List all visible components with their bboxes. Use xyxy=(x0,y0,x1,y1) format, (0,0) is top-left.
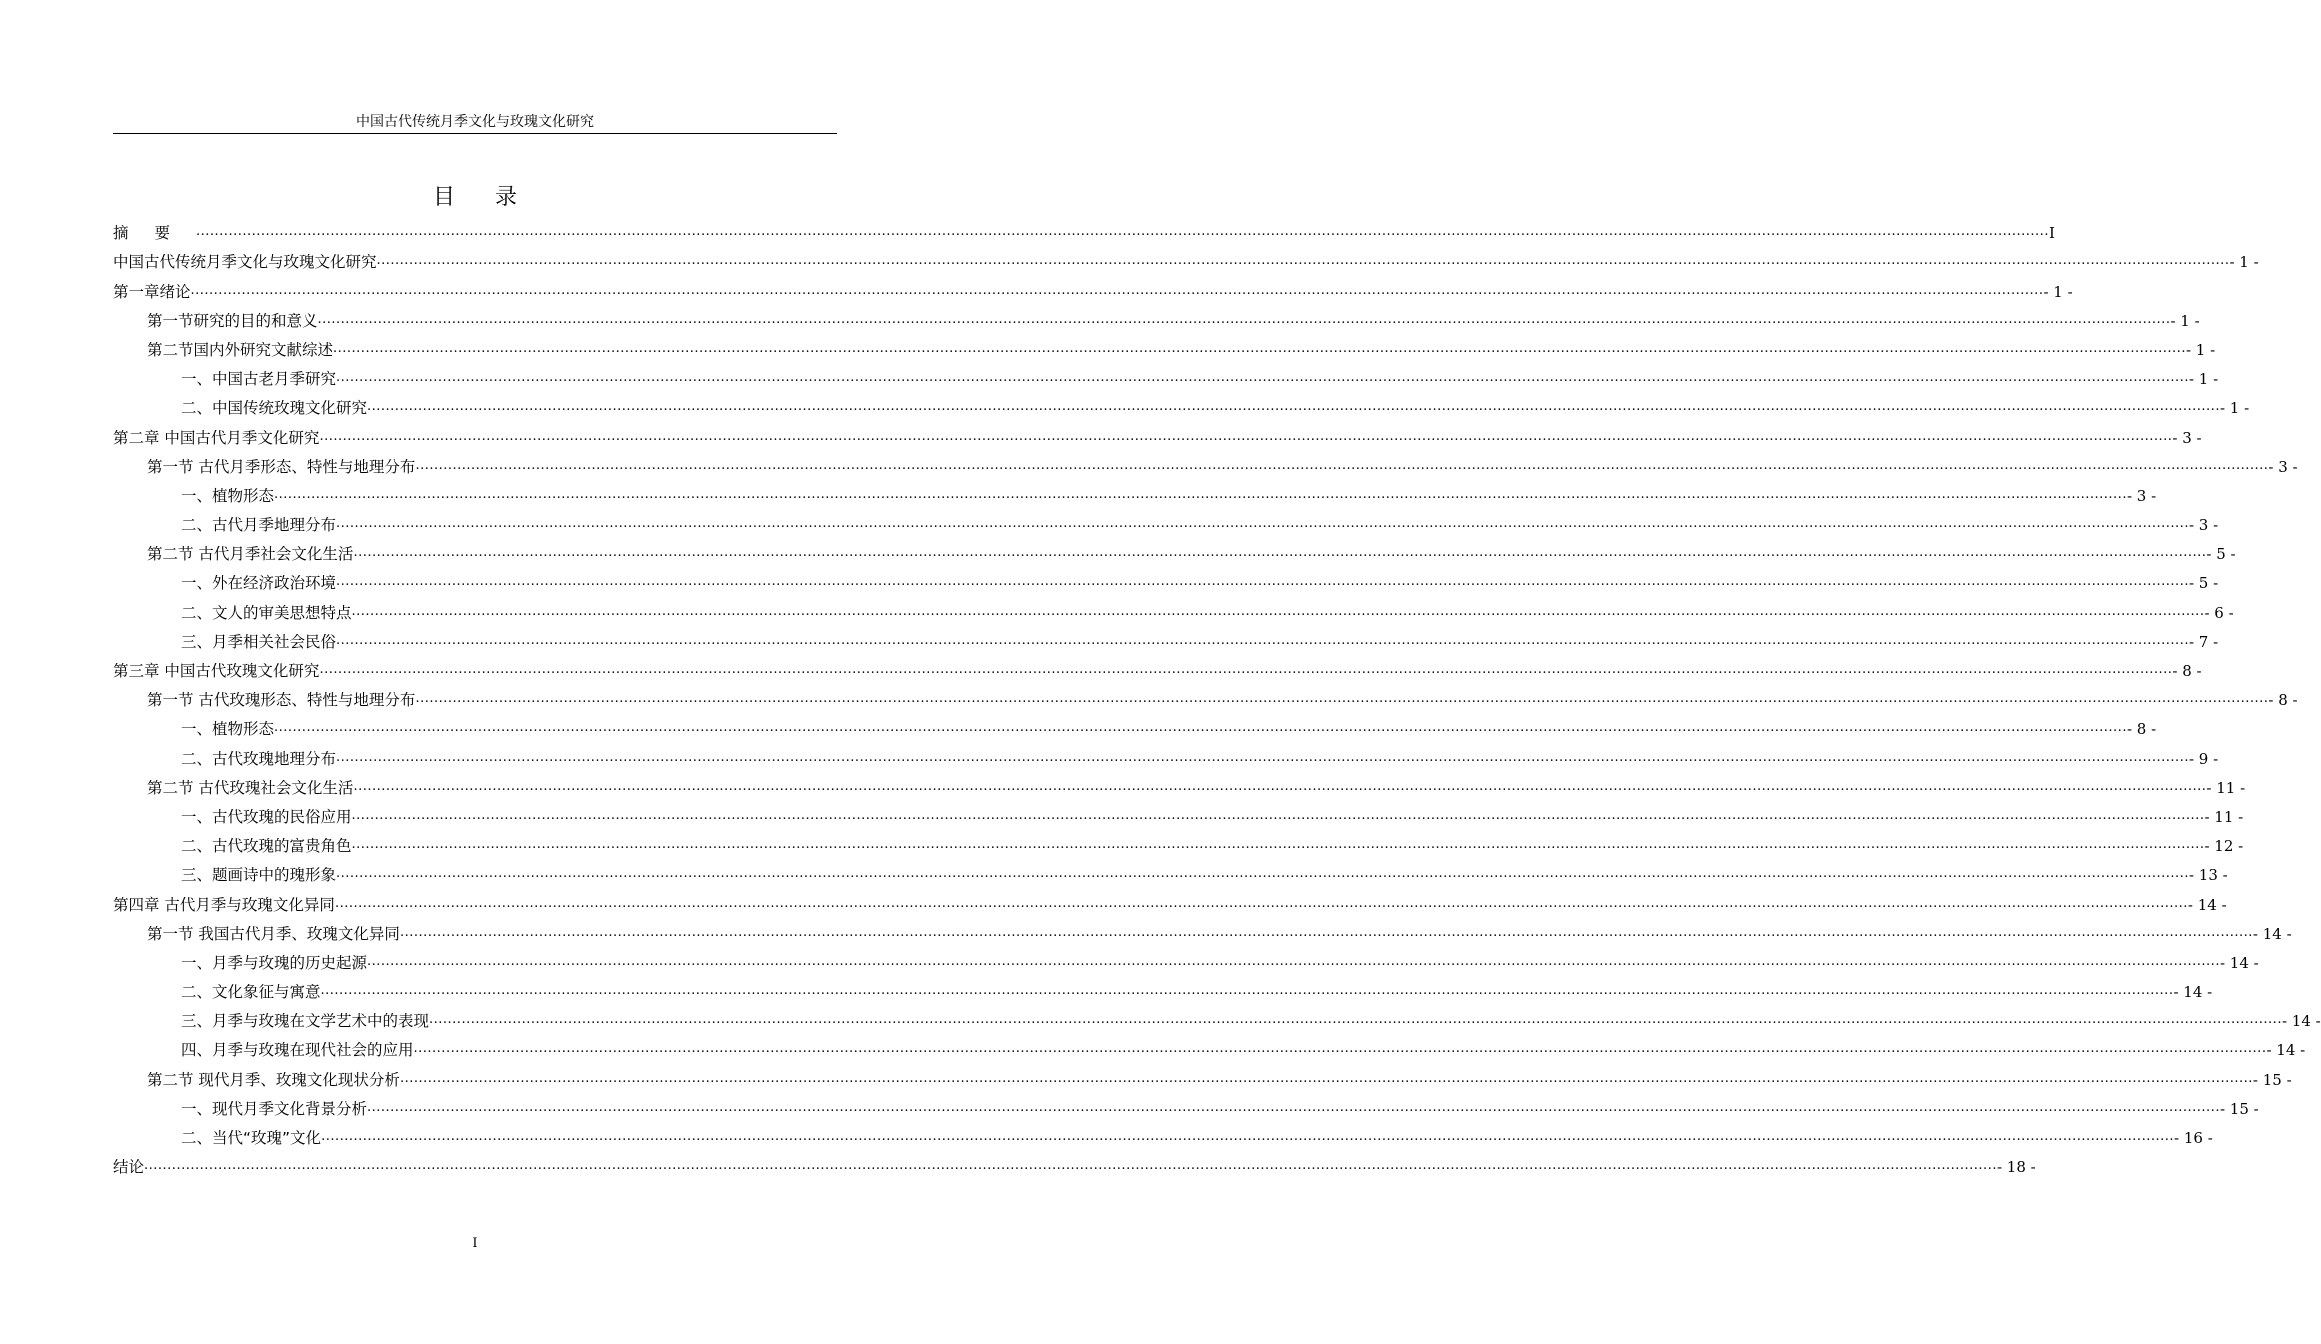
toc-entry[interactable] xyxy=(113,565,2219,594)
toc-entry-label: 第一节 古代玫瑰形态、特性与地理分布 xyxy=(147,691,416,710)
toc-dot-leader: ................................................................................................................................................................................................................................................................................................................................................................................................................ xyxy=(336,370,2189,386)
toc-entry-label: 二、当代“玫瑰”文化 xyxy=(181,1129,322,1147)
toc-dot-leader: ................................................................................................................................................................................................................................................................................................................................................................................................................ xyxy=(336,866,2189,882)
toc-entry-page: - 3 - xyxy=(2268,457,2298,476)
toc-entry-page: - 3 - xyxy=(2172,428,2202,447)
toc-entry-page: - 3 - xyxy=(2126,486,2157,505)
toc-entry-page: - 8 - xyxy=(2126,720,2157,739)
toc-entry-label: 一、现代月季文化背景分析 xyxy=(181,1099,368,1118)
toc-entry-page: - 14 - xyxy=(2219,953,2259,972)
toc-entry-page: - 16 - xyxy=(2174,1129,2213,1147)
toc-entry[interactable] xyxy=(113,1061,2292,1090)
toc-entry-page: - 6 - xyxy=(2204,603,2234,622)
toc-entry-label: 三、月季与玫瑰在文学艺术中的表现 xyxy=(181,1012,430,1031)
toc-entry-page: - 14 - xyxy=(2187,895,2227,914)
toc-entry[interactable] xyxy=(113,711,2157,740)
toc-entry-label: 四、月季与玫瑰在现代社会的应用 xyxy=(181,1041,414,1060)
toc-dot-leader: ................................................................................................................................................................................................................................................................................................................................................................................................................ xyxy=(399,924,2253,940)
toc-entry[interactable] xyxy=(113,478,2157,507)
toc-entry-label: 二、文化象征与寓意 xyxy=(181,983,321,1002)
toc-entry-page: - 14 - xyxy=(2281,1012,2321,1031)
header-rule xyxy=(113,133,837,134)
toc-entry-label: 第二节 古代月季社会文化生活 xyxy=(147,545,354,564)
toc-entry-page: - 1 - xyxy=(2188,370,2219,389)
toc-entry-label: 第一节 我国古代月季、玫瑰文化异同 xyxy=(147,924,400,943)
toc-dot-leader: ................................................................................................................................................................................................................................................................................................................................................................................................................ xyxy=(320,983,2174,999)
toc-entry[interactable] xyxy=(113,594,2234,623)
toc-dot-leader: ................................................................................................................................................................................................................................................................................................................................................................................................................ xyxy=(429,1012,2282,1028)
toc-entry-page: - 13 - xyxy=(2188,866,2228,885)
toc-entry-label: 一、外在经济政治环境 xyxy=(181,574,337,593)
toc-entry[interactable] xyxy=(113,799,2244,828)
toc-entry[interactable] xyxy=(113,536,2236,565)
toc-entry-page: - 14 - xyxy=(2266,1041,2306,1060)
toc-entry-page: - 15 - xyxy=(2219,1099,2259,1118)
toc-entry[interactable] xyxy=(113,740,2219,769)
toc-dot-leader: ................................................................................................................................................................................................................................................................................................................................................................................................................ xyxy=(274,486,2127,502)
toc-dot-leader: ................................................................................................................................................................................................................................................................................................................................................................................................................ xyxy=(367,1099,2220,1115)
toc-dot-leader: ................................................................................................................................................................................................................................................................................................................................................................................................................ xyxy=(317,311,2171,327)
toc-entry-label: 第二节 古代玫瑰社会文化生活 xyxy=(147,778,354,797)
toc-entry-page: - 9 - xyxy=(2188,749,2219,768)
toc-entry[interactable] xyxy=(113,419,2202,448)
toc-dot-leader: ................................................................................................................................................................................................................................................................................................................................................................................................................ xyxy=(351,837,2205,853)
toc-entry-page: - 7 - xyxy=(2188,632,2219,651)
toc-entry-label: 第二章 中国古代月季文化研究 xyxy=(113,428,320,447)
toc-entry[interactable] xyxy=(113,273,2073,302)
toc-dot-leader: ................................................................................................................................................................................................................................................................................................................................................................................................................ xyxy=(319,662,2173,677)
toc-dot-leader: ................................................................................................................................................................................................................................................................................................................................................................................................................ xyxy=(353,778,2207,794)
toc-entry[interactable] xyxy=(113,215,2055,244)
toc-entry[interactable] xyxy=(113,945,2259,974)
page-header: 中国古代传统月季文化与玫瑰文化研究 xyxy=(356,114,594,130)
toc-entry-label: 第四章 古代月季与玫瑰文化异同 xyxy=(113,895,335,914)
toc-entry[interactable] xyxy=(113,974,2213,1003)
toc-entry-page: - 14 - xyxy=(2173,983,2213,1002)
toc-entry[interactable] xyxy=(113,361,2219,390)
toc-entry-page: - 11 - xyxy=(2204,807,2244,826)
toc-dot-leader: ................................................................................................................................................................................................................................................................................................................................................................................................................ xyxy=(353,545,2207,561)
toc-entry-page: - 1 - xyxy=(2219,399,2250,418)
toc-entry[interactable] xyxy=(113,390,2250,419)
toc-entry[interactable] xyxy=(113,244,2259,273)
toc-entry[interactable] xyxy=(113,1032,2306,1061)
toc-dot-leader: ................................................................................................................................................................................................................................................................................................................................................................................................................ xyxy=(333,340,2186,356)
toc-dot-leader: ................................................................................................................................................................................................................................................................................................................................................................................................................ xyxy=(415,691,2269,707)
toc-dot-leader: ................................................................................................................................................................................................................................................................................................................................................................................................................ xyxy=(190,282,2044,298)
toc-entry[interactable] xyxy=(113,653,2202,682)
toc-entry-label: 一、古代玫瑰的民俗应用 xyxy=(181,807,352,826)
toc-dot-leader: ................................................................................................................................................................................................................................................................................................................................................................................................................ xyxy=(376,253,2230,269)
toc-entry-page: - 5 - xyxy=(2206,545,2236,564)
toc-dot-leader: ................................................................................................................................................................................................................................................................................................................................................................................................................ xyxy=(415,457,2269,473)
toc-entry-page: - 1 - xyxy=(2185,340,2216,359)
toc-entry-label: 一、植物形态 xyxy=(181,720,275,739)
toc-dot-leader: ................................................................................................................................................................................................................................................................................................................................................................................................................ xyxy=(399,1070,2253,1086)
toc-entry-label: 摘要 xyxy=(113,224,197,243)
toc-entry[interactable] xyxy=(113,857,2228,886)
toc-entry[interactable] xyxy=(113,303,2200,332)
toc-entry-label: 中国古代传统月季文化与玫瑰文化研究 xyxy=(113,253,377,272)
toc-entry[interactable] xyxy=(113,916,2292,945)
toc-entry-page: - 1 - xyxy=(2043,282,2073,301)
toc-entry-page: - 8 - xyxy=(2172,662,2202,680)
toc-dot-leader: ................................................................................................................................................................................................................................................................................................................................................................................................................ xyxy=(336,516,2189,532)
toc-entry-label: 二、中国传统玫瑰文化研究 xyxy=(181,399,368,418)
toc-dot-leader: ................................................................................................................................................................................................................................................................................................................................................................................................................ xyxy=(196,224,2049,240)
toc-entry-page: - 8 - xyxy=(2268,691,2298,710)
toc-dot-leader: ................................................................................................................................................................................................................................................................................................................................................................................................................ xyxy=(336,632,2189,648)
page-number: I xyxy=(472,1236,478,1251)
toc-entry[interactable] xyxy=(113,1120,2213,1149)
toc-entry-page: - 5 - xyxy=(2188,574,2219,593)
toc-dot-leader: ................................................................................................................................................................................................................................................................................................................................................................................................................ xyxy=(319,428,2173,444)
toc-entry-page: - 15 - xyxy=(2252,1070,2292,1089)
toc-entry-label: 一、月季与玫瑰的历史起源 xyxy=(181,953,368,972)
toc-entry-label: 结论 xyxy=(113,1158,145,1177)
toc-entry-page: - 1 - xyxy=(2229,253,2259,272)
toc-entry[interactable] xyxy=(113,682,2298,711)
toc-entry-label: 三、题画诗中的瑰形象 xyxy=(181,866,337,885)
toc-entry[interactable] xyxy=(113,828,2244,857)
toc-entry-label: 一、植物形态 xyxy=(181,486,275,505)
toc-entry-label: 二、文人的审美思想特点 xyxy=(181,603,352,622)
toc-entry[interactable] xyxy=(113,624,2219,653)
toc-entry-label: 二、古代月季地理分布 xyxy=(181,516,337,535)
toc-entry-label: 第一章绪论 xyxy=(113,282,191,301)
toc-dot-leader: ................................................................................................................................................................................................................................................................................................................................................................................................................ xyxy=(334,895,2188,911)
toc-entry-label: 一、中国古老月季研究 xyxy=(181,370,337,389)
toc-entry[interactable] xyxy=(113,1003,2321,1032)
toc-entry[interactable] xyxy=(113,332,2216,361)
toc-dot-leader: ................................................................................................................................................................................................................................................................................................................................................................................................................ xyxy=(351,603,2205,619)
toc-entry-label: 第一节 古代月季形态、特性与地理分布 xyxy=(147,457,416,476)
toc-entry-label: 二、古代玫瑰的富贵角色 xyxy=(181,837,352,856)
toc-dot-leader: ................................................................................................................................................................................................................................................................................................................................................................................................................ xyxy=(321,1129,2174,1144)
toc-entry-label: 第一节研究的目的和意义 xyxy=(147,311,318,330)
toc-entry-label: 三、月季相关社会民俗 xyxy=(181,632,337,651)
toc-entry[interactable] xyxy=(113,1149,2036,1178)
table-of-contents xyxy=(113,215,2321,1178)
toc-entry-label: 第二节 现代月季、玫瑰文化现状分析 xyxy=(147,1070,400,1089)
toc-dot-leader: ................................................................................................................................................................................................................................................................................................................................................................................................................ xyxy=(351,807,2205,823)
toc-title: 目录 xyxy=(432,185,557,210)
toc-dot-leader: ................................................................................................................................................................................................................................................................................................................................................................................................................ xyxy=(367,399,2220,415)
toc-entry-label: 第三章 中国古代玫瑰文化研究 xyxy=(113,662,320,680)
toc-entry-page: - 3 - xyxy=(2188,516,2219,535)
toc-dot-leader: ................................................................................................................................................................................................................................................................................................................................................................................................................ xyxy=(413,1041,2267,1057)
toc-dot-leader: ................................................................................................................................................................................................................................................................................................................................................................................................................ xyxy=(336,749,2189,765)
toc-entry[interactable] xyxy=(113,1091,2259,1120)
toc-entry[interactable] xyxy=(113,449,2298,478)
toc-entry-label: 第二节国内外研究文献综述 xyxy=(147,340,334,359)
toc-dot-leader: ................................................................................................................................................................................................................................................................................................................................................................................................................ xyxy=(274,720,2127,736)
toc-entry[interactable] xyxy=(113,507,2219,536)
toc-entry-page: - 18 - xyxy=(1996,1158,2036,1177)
toc-dot-leader: ................................................................................................................................................................................................................................................................................................................................................................................................................ xyxy=(367,953,2220,969)
toc-entry[interactable] xyxy=(113,886,2227,915)
toc-entry[interactable] xyxy=(113,770,2246,799)
toc-entry-page: - 11 - xyxy=(2206,778,2246,797)
toc-entry-page: I xyxy=(2048,224,2055,243)
toc-dot-leader: ................................................................................................................................................................................................................................................................................................................................................................................................................ xyxy=(336,574,2189,590)
toc-entry-page: - 12 - xyxy=(2204,837,2244,856)
toc-entry-label: 二、古代玫瑰地理分布 xyxy=(181,749,337,768)
toc-entry-page: - 1 - xyxy=(2170,311,2200,330)
toc-entry-page: - 14 - xyxy=(2252,924,2292,943)
toc-dot-leader: ................................................................................................................................................................................................................................................................................................................................................................................................................ xyxy=(144,1158,1997,1174)
